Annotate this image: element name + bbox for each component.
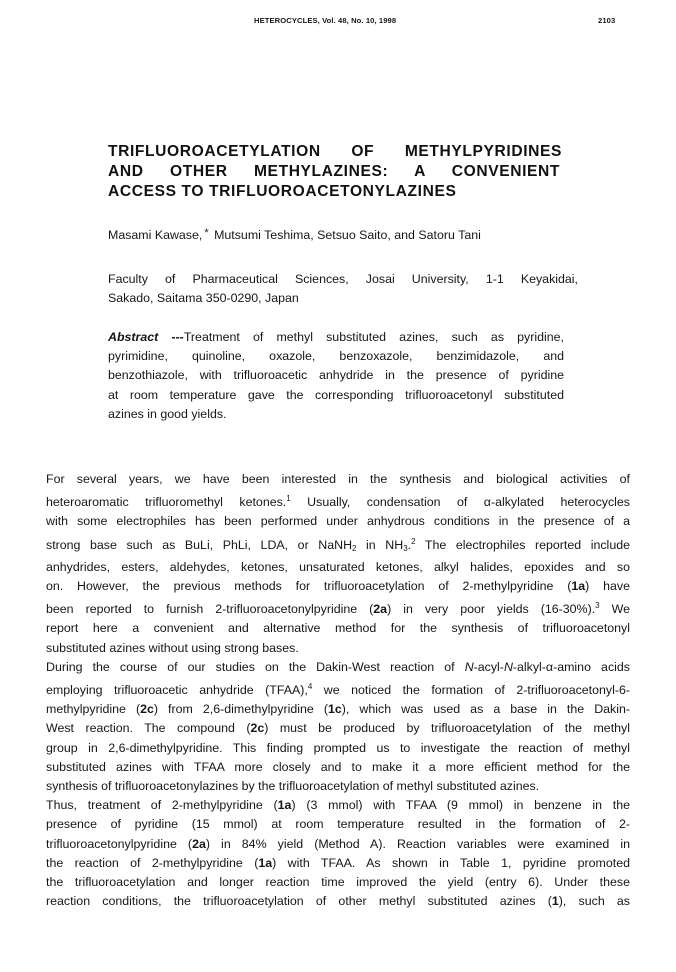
text-run: We bbox=[611, 602, 630, 617]
text-run: ) (3 mmol) with TFAA (9 mmol) in benzene in the bbox=[291, 798, 630, 813]
italic-text: N bbox=[503, 659, 513, 674]
text-run: trifluoroacetonylpyridine ( bbox=[46, 836, 193, 851]
abstract bbox=[108, 328, 564, 424]
abstract-line: at room temperature gave the corresponding trifluoroacetonyl substituted bbox=[108, 387, 564, 402]
text-run: The electrophiles reported include bbox=[424, 537, 630, 552]
text-run: on. However, the previous methods for trifluoroacetylation of 2-methylpyridine ( bbox=[46, 579, 572, 594]
subscript: 3 bbox=[403, 543, 408, 553]
text-run: been reported to furnish 2-trifluoroacetonylpyridine ( bbox=[46, 602, 374, 617]
text-run: . bbox=[407, 537, 412, 552]
abstract-line bbox=[108, 328, 564, 347]
body-line bbox=[46, 854, 630, 873]
body-line bbox=[46, 577, 630, 596]
body-line: anhydrides, esters, aldehydes, ketones, unsaturated ketones, alkyl halides, epoxides and so bbox=[46, 559, 630, 574]
text-run: -alkyl-α-amino acids bbox=[512, 659, 630, 674]
text-run: West reaction. The compound ( bbox=[46, 721, 251, 736]
body-line bbox=[46, 489, 630, 512]
abstract-text: Treatment of methyl substituted azines, such as pyridine, bbox=[183, 330, 564, 344]
reference-marker: 3 bbox=[595, 601, 600, 611]
page-number: 2103 bbox=[598, 16, 616, 25]
title-line: ACCESS TO TRIFLUOROACETONYLAZINES bbox=[108, 183, 457, 200]
compound-label: 1a bbox=[277, 798, 292, 813]
body-line bbox=[46, 700, 630, 719]
journal-citation: HETEROCYCLES, Vol. 48, No. 10, 1998 bbox=[254, 16, 397, 25]
text-run: ) must be produced by trifluoroacetylation of the methyl bbox=[264, 721, 630, 736]
affiliation-line: Sakado, Saitama 350-0290, Japan bbox=[108, 291, 299, 305]
compound-label: 1 bbox=[551, 894, 559, 909]
body-line: For several years, we have been interested in the synthesis and biological activities of bbox=[46, 472, 630, 486]
affiliation-line: Faculty of Pharmaceutical Sciences, Josai University, 1-1 Keyakidai, bbox=[108, 272, 578, 286]
compound-label: 2a bbox=[373, 602, 388, 617]
abstract-dashes: --- bbox=[158, 330, 184, 344]
text-run: the reaction of 2-methylpyridine ( bbox=[46, 855, 259, 870]
title-line: TRIFLUOROACETYLATION OF METHYLPYRIDINES bbox=[108, 143, 562, 160]
compound-label: 2a bbox=[192, 836, 206, 851]
abstract-line: pyrimidine, quinoline, oxazole, benzoxazole, benzimidazole, and bbox=[108, 349, 564, 364]
body-line bbox=[46, 658, 630, 677]
text-run: methylpyridine ( bbox=[46, 702, 141, 717]
body-line: synthesis of trifluoroacetonylazines by the trifluoroacetylation of methyl substituted azines. bbox=[46, 779, 540, 794]
affiliation bbox=[108, 270, 578, 308]
title-line: AND OTHER METHYLAZINES: A CONVENIENT bbox=[108, 163, 560, 180]
text-run: ) in very poor yields (16-30%). bbox=[387, 602, 596, 617]
author-list bbox=[108, 227, 481, 242]
text-run: Usually, condensation of α-alkylated heterocycles bbox=[307, 495, 630, 510]
reference-marker: 1 bbox=[286, 494, 291, 504]
abstract-label: Abstract bbox=[108, 330, 159, 344]
body-line bbox=[46, 532, 630, 558]
text-run: ) in 84% yield (Method A). Reaction variables were examined in bbox=[205, 836, 630, 851]
text-run: -acyl- bbox=[473, 659, 504, 674]
reference-marker: 4 bbox=[307, 682, 313, 692]
text-run: ), such as bbox=[558, 894, 630, 909]
body-line: report here a convenient and alternative method for the synthesis of trifluoroacetonyl bbox=[46, 621, 630, 636]
text-run: reaction conditions, the trifluoroacetylation of other methyl substituted azines ( bbox=[46, 894, 552, 909]
compound-label: 1a bbox=[258, 855, 273, 870]
body-line: substituted azines with TFAA more closely and to make it a more efficient method for the bbox=[46, 759, 630, 774]
body-line bbox=[46, 719, 630, 738]
body-line: group in 2,6-dimethylpyridine. This finding prompted us to investigate the reaction of methyl bbox=[46, 740, 630, 755]
body-line: substituted azines without using strong bases. bbox=[46, 640, 299, 655]
text-run: employing trifluoroacetic anhydride (TFAA), bbox=[46, 683, 308, 698]
body-text bbox=[46, 470, 630, 911]
abstract-line: benzothiazole, with trifluoroacetic anhydride in the presence of pyridine bbox=[108, 368, 564, 383]
body-line bbox=[46, 796, 630, 815]
text-run: ) have bbox=[585, 579, 630, 594]
compound-label: 1a bbox=[571, 579, 586, 594]
text-run: During the course of our studies on the Dakin-West reaction of bbox=[46, 659, 465, 674]
text-run: strong base such as BuLi, PhLi, LDA, or NaNH bbox=[46, 537, 353, 552]
text-run: ) with TFAA. As shown in Table 1, pyridine promoted bbox=[272, 855, 630, 870]
text-run: ), which was used as a base in the Dakin- bbox=[341, 702, 630, 717]
co-authors: Mutsumi Teshima, Setsuo Saito, and Satoru Tani bbox=[214, 228, 481, 242]
text-run: heteroaromatic trifluoromethyl ketones. bbox=[46, 495, 287, 510]
body-line bbox=[46, 892, 630, 911]
reference-marker: 2 bbox=[411, 536, 416, 546]
article-title bbox=[108, 142, 578, 202]
corresponding-author-marker: * bbox=[204, 227, 209, 239]
abstract-line: azines in good yields. bbox=[108, 406, 227, 421]
body-line: with some electrophiles has been performed under anhydrous conditions in the presence of a bbox=[46, 514, 630, 529]
text-run: we noticed the formation of 2-trifluoroacetonyl-6- bbox=[312, 683, 630, 698]
compound-label: 2c bbox=[140, 702, 154, 717]
text-run: Thus, treatment of 2-methylpyridine ( bbox=[46, 798, 278, 813]
body-line bbox=[46, 835, 630, 854]
text-run: ) from 2,6-dimethylpyridine ( bbox=[153, 702, 328, 717]
italic-text: N bbox=[464, 659, 474, 674]
body-line: the trifluoroacetylation and longer reaction time improved the yield (entry 6). Under these bbox=[46, 875, 630, 890]
body-line: presence of pyridine (15 mmol) at room temperature resulted in the formation of 2- bbox=[46, 817, 630, 832]
body-line bbox=[46, 596, 630, 619]
subscript: 2 bbox=[352, 543, 357, 553]
first-author: Masami Kawase, bbox=[108, 228, 203, 242]
compound-label: 1c bbox=[327, 702, 342, 717]
text-run: in NH bbox=[356, 537, 404, 552]
body-line bbox=[46, 677, 630, 700]
compound-label: 2c bbox=[250, 721, 265, 736]
running-header bbox=[0, 16, 676, 30]
